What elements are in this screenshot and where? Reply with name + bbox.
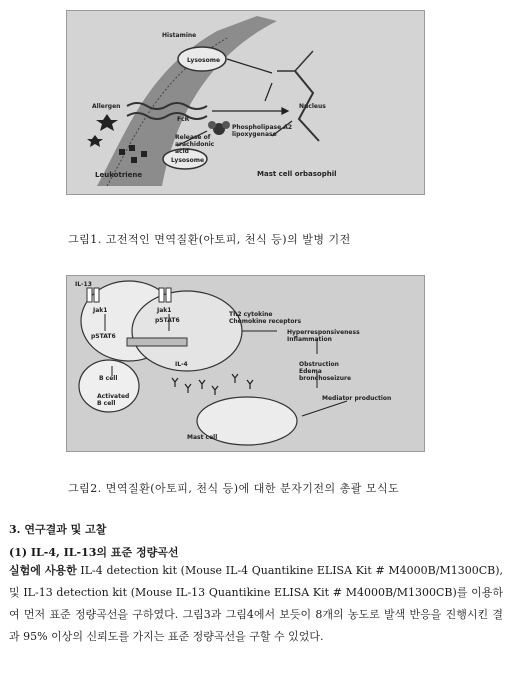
- figure-1-image: [66, 10, 425, 195]
- paragraph-lead: 실험에 사용한: [9, 564, 77, 577]
- mast-label: Mast cell: [187, 434, 218, 441]
- obstruction-label: Obstruction Edema bronchoseizure: [299, 361, 352, 382]
- paragraph-text: IL-4 detection kit (Mouse IL-4 Quantikine ELISA Kit # M4000B/M1300CB), 및 IL-13 detection kit (Mouse IL-13 Quantikine ELISA Kit # M4000B/M1300CB)를 이용하여 먼저 표준 정량곡선을 구하였다. 그림3과 그림4에서 보듯이 8개의 농도로 발색 반응을 진행시킨 결과 95% 이상의 신뢰도를 가지는 표준 정량곡선을 구할 수 있었다.: [9, 564, 503, 643]
- figure-2-caption: 그림2. 면역질환(아토피, 천식 등)에 대한 분자기전의 총괄 모식도: [68, 482, 400, 495]
- activated-label: Activated B cell: [97, 393, 130, 407]
- phospholipase-label: Phospholipase A2 lipoxygenase: [232, 124, 293, 138]
- jak1-right-label: Jak1: [157, 307, 172, 314]
- release-label: Release of arachidonic acid: [175, 134, 215, 155]
- figure-2-image: [66, 275, 425, 452]
- nucleus-label: Nucleus: [299, 103, 326, 110]
- leukotriene-label: Leukotriene: [95, 171, 143, 179]
- il4-label: IL-4: [175, 361, 188, 368]
- histamine-label: Histamine: [162, 32, 197, 39]
- figure-1-caption: 그림1. 고전적인 면역질환(아토피, 천식 등)의 발병 기전: [68, 233, 351, 246]
- pstat6-left-label: pSTAT6: [91, 333, 116, 340]
- section-title: 3. 연구결과 및 고찰: [9, 523, 107, 536]
- cell-type-label: Mast cell orbasophil: [257, 170, 337, 178]
- mediator-label: Mediator production: [322, 395, 392, 402]
- lysosome-top-label: Lysosome: [187, 57, 221, 64]
- fcr-label: FcR: [177, 116, 190, 123]
- hyper-label: Hyperresponsiveness Inflammation: [287, 329, 360, 343]
- gene-box: [127, 338, 187, 346]
- lysosome-bottom-label: Lysosome: [171, 157, 205, 164]
- pstat6-right-label: pSTAT6: [155, 317, 180, 324]
- allergen-marker: [96, 114, 118, 131]
- subsection-title: (1) IL-4, IL-13의 표준 정량곡선: [9, 546, 179, 559]
- il13-label: IL-13: [75, 281, 92, 288]
- th2-label: Th2 cytokine Chemokine receptors: [229, 311, 302, 325]
- target-cell: [132, 291, 242, 371]
- bcell-label: B cell: [99, 375, 118, 382]
- allergen-label: Allergen: [92, 103, 121, 110]
- body-paragraph: [9, 560, 503, 648]
- jak1-left-label: Jak1: [93, 307, 108, 314]
